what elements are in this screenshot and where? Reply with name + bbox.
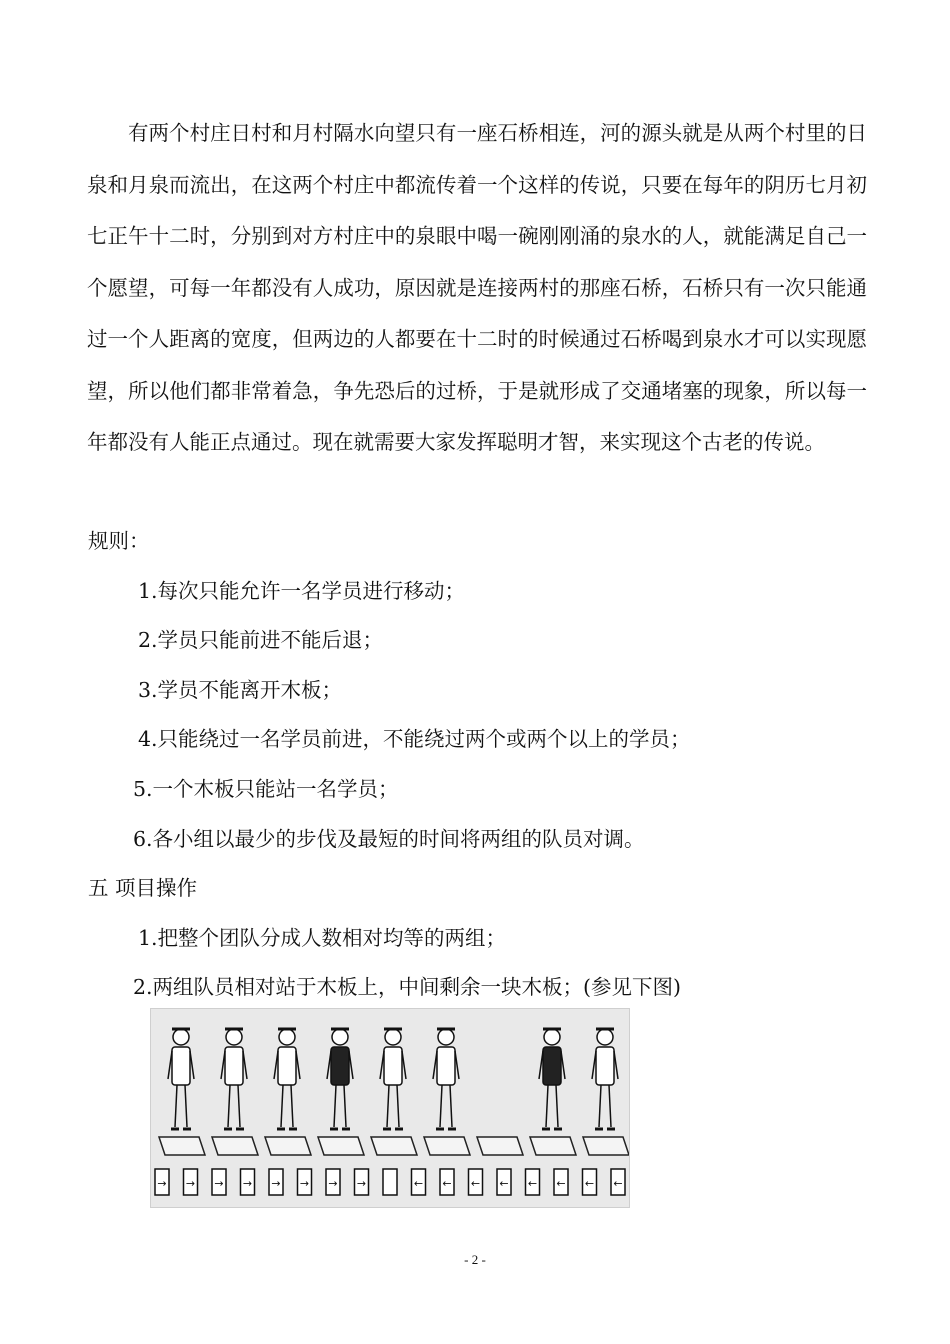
floor-board	[583, 1137, 629, 1155]
rule-item: 4.只能绕过一名学员前进，不能绕过两个或两个以上的学员；	[138, 727, 691, 751]
arrow-mark: →	[157, 1177, 167, 1190]
arrow-mark: →	[271, 1177, 281, 1190]
team-swap-illustration	[150, 1008, 630, 1208]
arrow-mark: →	[299, 1177, 310, 1190]
arrow-mark: →	[242, 1177, 253, 1190]
illustration-svg	[151, 1009, 629, 1207]
step-item: 2.两组队员相对站于木板上，中间剩余一块木板；(参见下图)	[133, 975, 682, 999]
floor-board	[212, 1137, 258, 1155]
rule-item: 2.学员只能前进不能后退；	[138, 628, 384, 652]
arrow-mark: ←	[470, 1177, 481, 1190]
arrow-mark: ←	[442, 1177, 452, 1190]
student-figure	[539, 1029, 565, 1129]
student-figure	[221, 1029, 247, 1129]
arrow-mark: ←	[499, 1177, 509, 1190]
arrow-mark: →	[328, 1177, 338, 1190]
floor-board	[371, 1137, 417, 1155]
page-number: - 2 -	[464, 1252, 486, 1267]
student-figure	[592, 1029, 618, 1129]
floor-board	[318, 1137, 364, 1155]
arrow-mark: ←	[413, 1177, 424, 1190]
arrow-mark: ←	[556, 1177, 566, 1190]
arrow-mark: →	[214, 1177, 224, 1190]
floor-board	[265, 1137, 311, 1155]
floor-board	[159, 1137, 205, 1155]
story-paragraph: 有两个村庄日村和月村隔水向望只有一座石桥相连，河的源头就是从两个村里的日泉和月泉而流出，在这两个村庄中都流传着一个这样的传说，只要在每年的阴历七月初七正午十二时，分别到对方村庄中的泉眼中喝一碗刚刚涌的泉水的人，就能满足自己一个愿望，可每一年都没有人成功，原因就是连接两村的那座石桥，石桥只有一次只能通过一个人距离的宽度，但两边的人都要在十二时的时候通过石桥喝到泉水才可以实现愿望，所以他们都非常着急，争先恐后的过桥，于是就形成了交通堵塞的现象，所以每一年都没有人能正点通过。现在就需要大家发挥聪明才智，来实现这个古老的传说。	[87, 121, 867, 454]
floor-board	[424, 1137, 470, 1155]
rule-item: 3.学员不能离开木板；	[138, 678, 343, 702]
arrow-mark: ←	[527, 1177, 538, 1190]
board-tile	[383, 1169, 397, 1195]
rules-heading: 规则：	[88, 529, 150, 553]
floor-board	[530, 1137, 576, 1155]
student-figure	[274, 1029, 300, 1129]
people-group	[159, 1029, 629, 1155]
student-figure	[380, 1029, 406, 1129]
arrow-mark: ←	[613, 1177, 623, 1190]
section-heading: 五 项目操作	[88, 876, 198, 900]
rule-item: 6.各小组以最少的步伐及最短的时间将两组的队员对调。	[133, 827, 645, 851]
student-figure	[433, 1029, 459, 1129]
arrow-mark: ←	[584, 1177, 595, 1190]
arrow-mark: →	[356, 1177, 367, 1190]
student-figure	[327, 1029, 353, 1129]
student-figure	[168, 1029, 194, 1129]
boards-row	[155, 1169, 625, 1195]
floor-board	[477, 1137, 523, 1155]
step-item: 1.把整个团队分成人数相对均等的两组；	[138, 926, 507, 950]
rule-item: 5.一个木板只能站一名学员；	[133, 777, 399, 801]
arrow-mark: →	[185, 1177, 196, 1190]
rule-item: 1.每次只能允许一名学员进行移动；	[138, 579, 466, 603]
